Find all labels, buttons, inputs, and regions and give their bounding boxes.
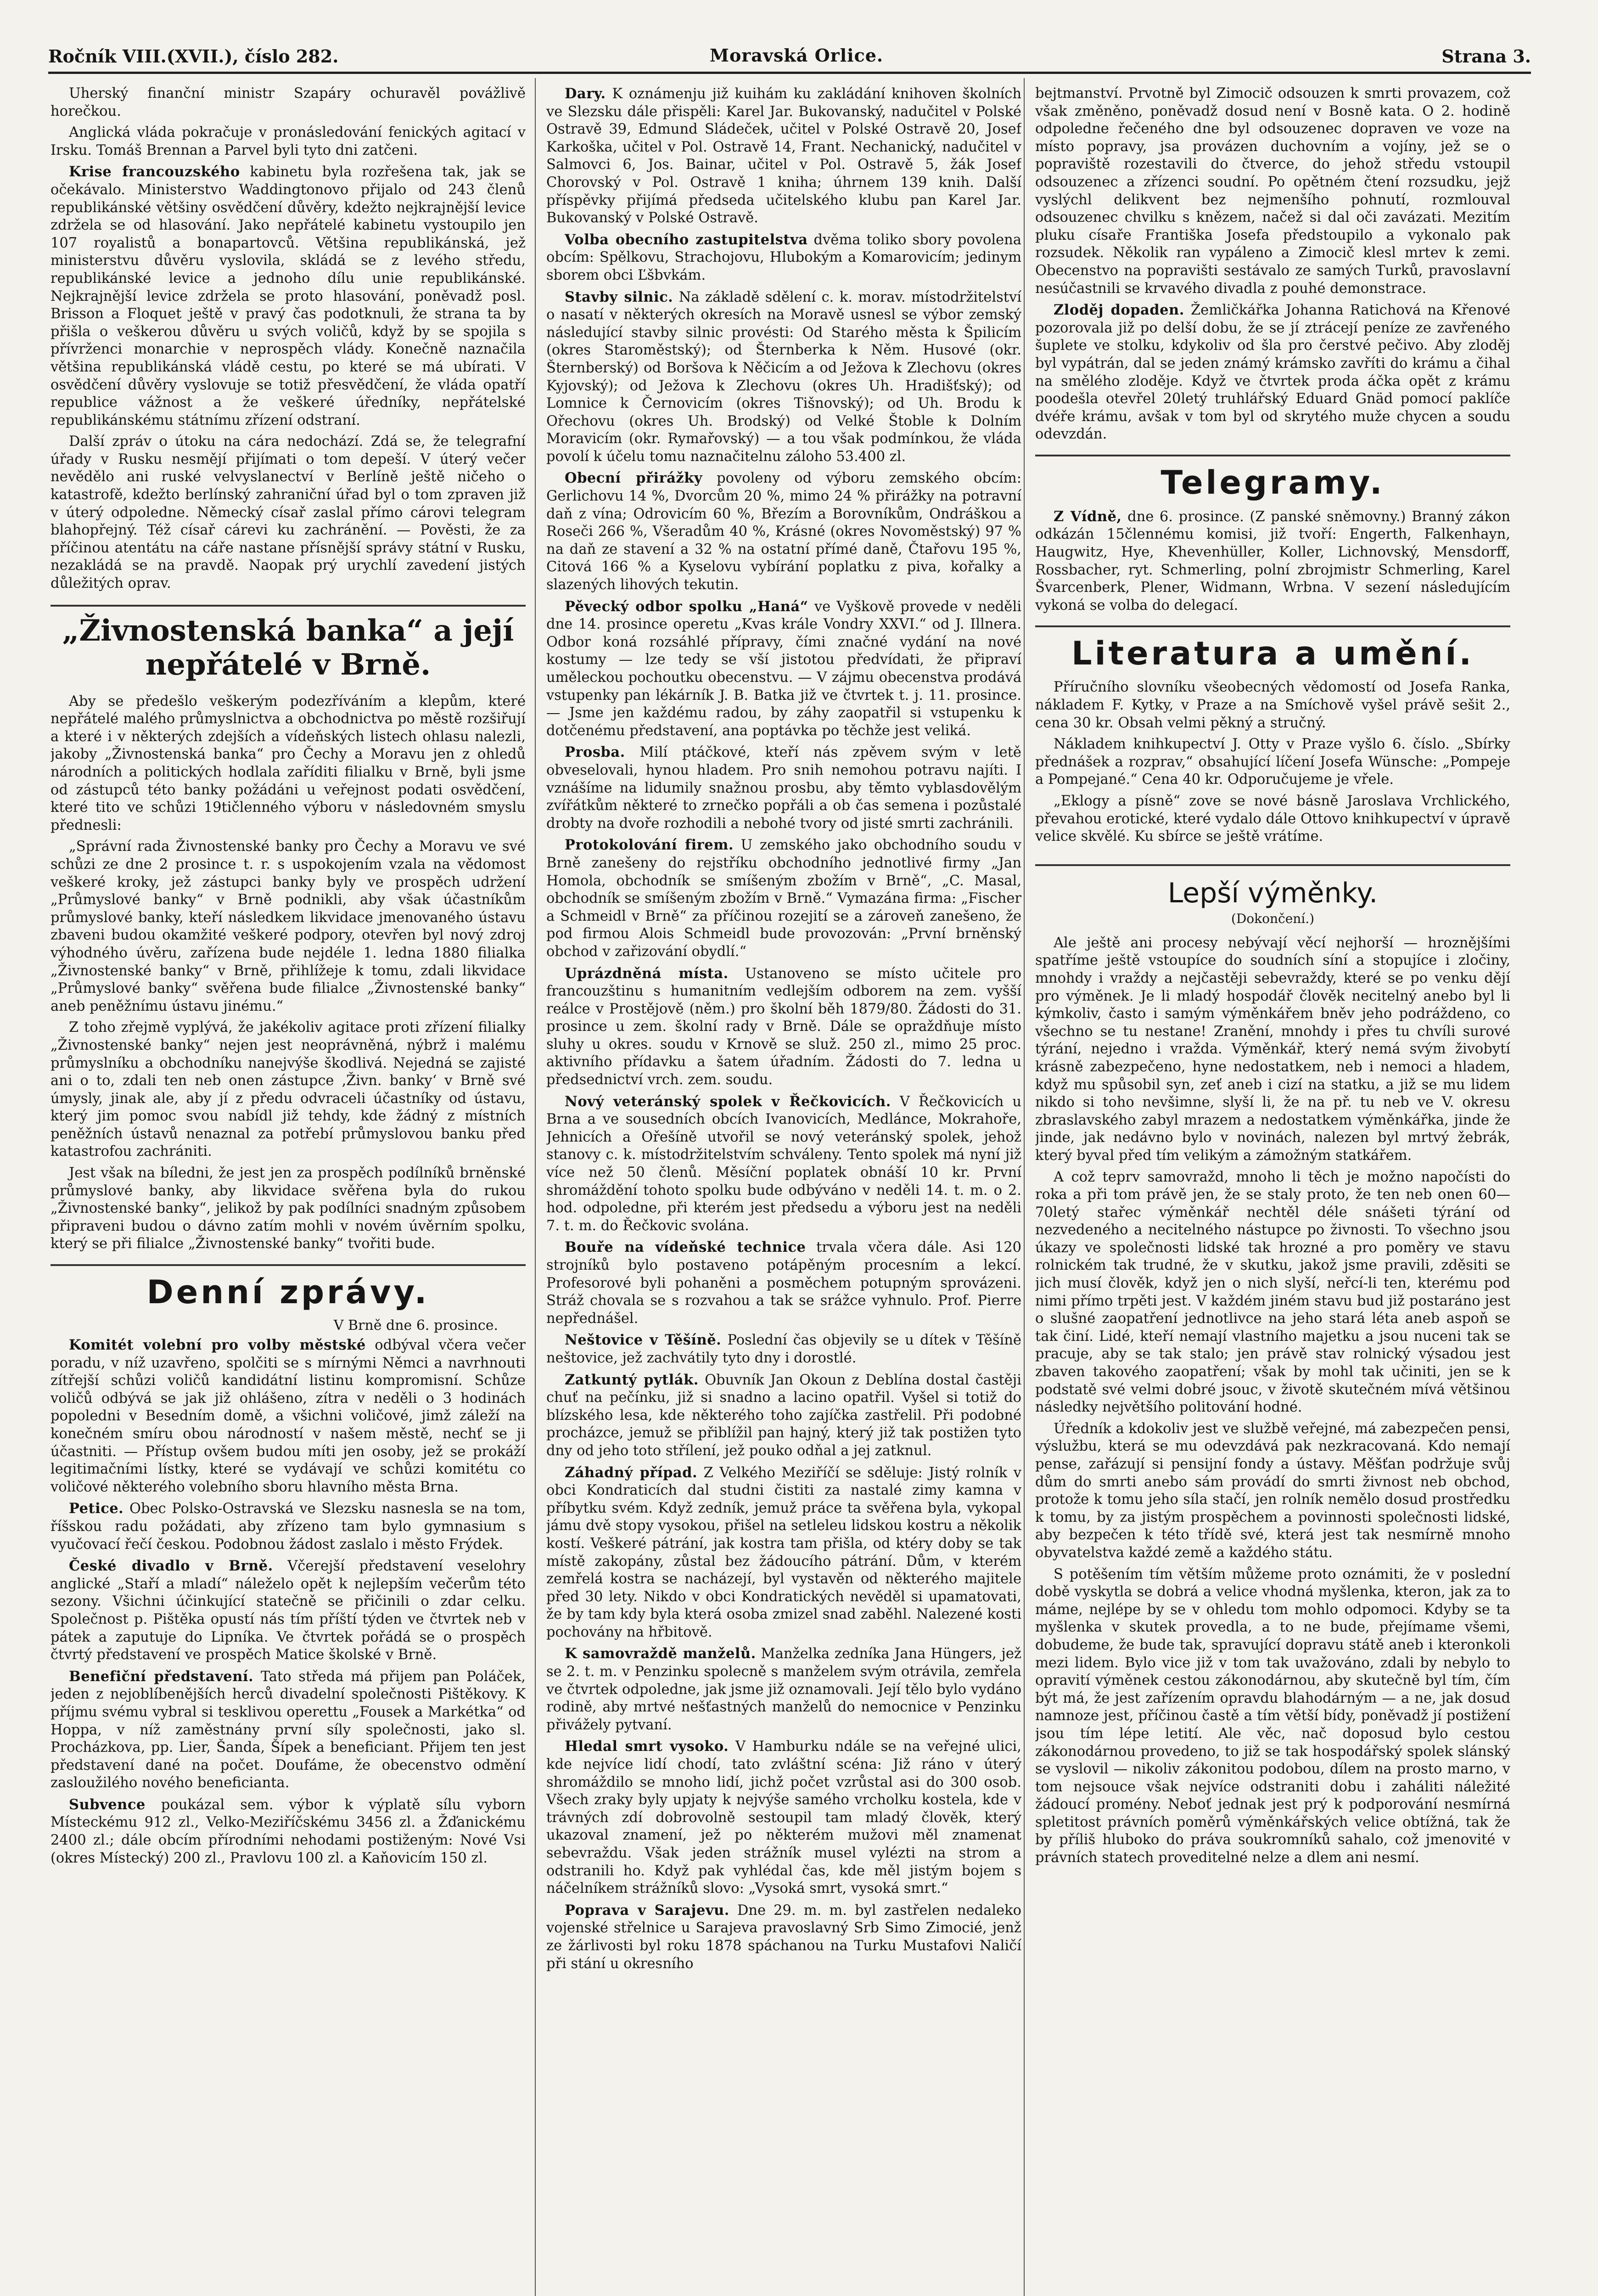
- news-subheading: Dary.: [565, 85, 606, 102]
- news-subheading: Volba obecního zastupitelstva: [565, 231, 808, 248]
- literature-item: Příručního slovníku všeobecných vědomostí od Josefa Ranka, nákladem F. Kytky, v Praze a na Smíchově vyšel právě sešit 2., cena 30 kr. Obsah velmi pěkný a stručný.: [1035, 679, 1510, 731]
- telegram-item: [1035, 508, 1510, 615]
- news-text: ve Vyškově provede v neděli dne 14. prosince operetu „Kvas krále Vondry XXVI.“ od J. Illnera. Odbor koná rozsáhlé přípravy, čími značné vydání na nové kostumy — lze tedy se vší jistotou předvídati, že připraví uměleckou pochoutku obecenstvu. — V zájmu obecenstva prodává vstupenky pan lékárník J. B. Batka již ve čtvrtek t. j. 11. prosince. — Jsme jen každému radou, by záhy zaopatřil si vstupenku k dotčenému představení, ana poptávka po těchže jest veliká.: [546, 598, 1021, 739]
- page-header: [48, 42, 1531, 74]
- news-subheading: Obecní přirážky: [565, 470, 703, 487]
- continuation-note: (Dokončení.): [1231, 911, 1315, 926]
- telegram-place: Z Vídně,: [1054, 508, 1122, 525]
- article-paragraph: Aby se předešlo veškerým podezříváním a klepům, které nepřátelé malého průmyslnictva a obchodnictva po městě rozšiřují a které i v některých zdejších a vídeňských listech ohlasu nalezli, jakoby „Živnostenská banka“ pro Čechy a Moravu jen z ohledů národních a politických hodlala zaříditi filialku v Brně, byli jsme od zástupců této banky požádáni u veřejnost podati osvědčení, které tito ve schůzi 19tičlenného výboru v následovném smyslu přednesli:: [50, 693, 526, 833]
- news-item: [50, 1336, 526, 1496]
- news-subheading: Bouře na vídeňské technice: [565, 1239, 806, 1256]
- news-item: [546, 965, 1021, 1089]
- dateline: V Brně dne 6. prosince.: [333, 1317, 498, 1334]
- news-subheading: Subvence: [69, 1796, 146, 1813]
- article-paragraph: Z toho zřejmě vyplývá, že jakékoliv agitace proti zřízení filialky „Živnostenské banky“ nejen jest neoprávněná, nýbrž i malému průmyslníku a obchodníku nanejvýše škodlivá. Nejedná se zajisté ani o to, zdali ten neb onen zástupce ‚Živn. banky‘ v Brně své úmysly, jinak ale, aby jí z předu odvraceli účastníky od ústavu, který jim pomoc svou nabídl již tehdy, kde žádný z místních peněžních ústavů nenaznal za potřebí průmyslovou banku před katastrofou zachrániti.: [50, 1019, 526, 1160]
- news-item: [546, 1738, 1021, 1897]
- article-paragraph: S potěšením tím větším můžeme proto oznámiti, že v poslední době vyskytla se dobrá a velice vhodná myšlenka, kteron, jak za to máme, nejlépe by se v ohledu tom mohlo odpomoci. Kdyby se ta myšlenka v skutek provedla, a to ne bude, přejímame všemi, dobudeme, že bude tak, spravující dopravu státě aneb i kteronkoli mezi lidem. Bylo vice již v tom tak uvažováno, zdali by nebylo to opravití výměnek cestou zákonodárnou, aby skutečně byl tím, čím být má, že jest zařízením opravdu blahodárným — a ne, jak dosud namnoze jest, příčinou častě a tím větší bídy, poněvadž jí postižení jsou tím lépe letití. Ale věc, nač doposud bylo cestou zákonodárnou provedeno, to již se tak hospodářský spolek slánský se vyslovil — nikoliv zákonitou podobou, dílem na prosto marno, v tom nejsouce však nejvíce odstraniti dobu i zaháliti náležité žádoucí promény. Neboť jednak jest prý k podporování nesmírná spletitost právních poměrů výměnkářských velice obtížná, tak že by příliš hluboko do práva soukromníků sahalo, což jmenovité v právních statech proveditelné nelze a dlem ani nesmí.: [1035, 1566, 1510, 1866]
- news-text: Manželka zedníka Jana Hüngers, jež se 2. t. m. v Penzinku spolecně s manželem svým otrávila, zemřela ve čtvrtek odpoledne, jak jsme již oznamovali. Její tělo bylo vydáno rodině, aby mrtvé nešťastných manželů do nemocnice v Penzinku přivážely pytvaní.: [546, 1646, 1021, 1733]
- article-paragraph: „Správní rada Živnostenské banky pro Čechy a Moravu ve své schůzi ze dne 2 prosince t. r. s uspokojením vzala na vědomost veškeré kroky, jež zástupci banky byly ve prospěch udržení „Průmyslové banky“ v Brně podnikli, aby však účastníkům průmyslové banky, kteří následkem likvidace jmenovaného ústavu zbaveni budou okamžité veškeré podpory, otevřen byl nový zdroj výhodného úvěru, zařízena bude nejdéle 1. ledna 1880 filialka „Živnostenské banky“ v Brně, přihlížeje k tomu, zdali likvidace „Průmyslové banky“ svěřena bude filialce „Živnostenské banky“ aneb peněžnímu ústavu jinému.“: [50, 838, 526, 1014]
- news-subheading: Benefiční představení.: [69, 1668, 254, 1685]
- newspaper-title: Moravská Orlice.: [709, 45, 884, 66]
- news-item: [546, 1238, 1021, 1328]
- news-item: [546, 743, 1021, 833]
- section-headline: Telegramy.: [1035, 455, 1510, 501]
- news-text: dvěma toliko sbory povolena obcím: Spělkovu, Strachojovu, Hlubokým a Komarovicím; jedinym sborem obci Ľšbvkám.: [546, 231, 1021, 283]
- news-text: Poslední čas objevily se u dítek v Těšíně neštovice, jež zachvátily tyto dny i dorostlé.: [546, 1332, 1021, 1366]
- news-item: [546, 469, 1021, 594]
- news-item: [546, 1093, 1021, 1235]
- news-subheading: Pěvecký odbor spolku „Haná“: [565, 598, 808, 615]
- news-text: Ustanoveno se místo učitele pro francouzštinu s humanitním vedlejším odborem na zem. vyšší reálce v Prostějově (něm.) pro školní běh 1879/80. Žádosti do 31. prosince u zem. školní rady v Brně. Dále se opraždňuje místo sluhy u okres. soudu v Krnově se služ. 250 zl., mimo 25 proc. aktivního přídavku a šatem úřadním. Žádosti do 7. ledna u předsednictví vrch. zem. soudu.: [546, 965, 1021, 1088]
- news-item: [546, 231, 1021, 285]
- news-text: poukázal sem. výbor k výplatě sílu vyborn Místeckému 912 zl., Velko-Meziříčskému 3456 zl. a Žďanickému 2400 zl.; dále obcím přírodními nehodami postiženým: Nové Vsi (okres Místecký) 200 zl., Pravlovu 100 zl. a Kaňovicím 150 zl.: [50, 1796, 526, 1866]
- article-paragraph: bejtmanství. Prvotně byl Zimocič odsouzen k smrti provazem, což však změněno, poněvadž dosud není v Bosně kata. O 2. hodině odpoledne řečeného dne byl odsouzenec dopraven ve voze na místo popravy, jsa provázen duchovním a vojíny, jež se o popraviště rozestavili do čtverce, do jehož středu vstoupil odsouzenec a zřízenci soudní. Po opětném čtení rozsudku, jejž vyslýchl delikvent bez nejmenšího pohnutí, rozmlouval odsouzenec chvilku s knězem, načež si dal oči zavázati. Mezitím pluku císaře Františka Josefa předstoupilo a vykonalo pak rozsudek. Několik ran vypáleno a Zimocič klesl mrtev k zemi. Obecenstvo na popravišti sestávalo ze samých Turků, pravoslavní nesúčastnili se krvavého divadla z pouhé demonstrace.: [1035, 85, 1510, 297]
- article-subheading: Krise francouzského: [69, 163, 240, 180]
- news-subheading: Nový veteránský spolek v Řečkovicích.: [565, 1093, 891, 1110]
- literature-item: „Eklogy a písně“ zove se nové básně Jaroslava Vrchlického, převahou erotické, které vydalo dále Ottovo knihkupectví v úpravě velice skvělé. Ku sbírce se ještě vrátíme.: [1035, 793, 1510, 845]
- news-subheading: Neštovice v Těšíně.: [565, 1332, 722, 1349]
- news-item: [1035, 301, 1510, 444]
- volume-issue: Ročník VIII.(XVII.), číslo 282.: [48, 46, 339, 67]
- feuilleton-headline: Lepší výměnky.: [1035, 864, 1510, 909]
- section-headline: Literatura a umění.: [1035, 625, 1510, 672]
- column-3: [1035, 85, 1510, 2296]
- news-subheading: Protokolování firem.: [565, 837, 734, 854]
- news-subheading: Zloděj dopaden.: [1054, 302, 1184, 319]
- news-subheading: Hledal smrt vysoko.: [565, 1738, 729, 1755]
- news-text: Žemličkářka Johanna Ratichová na Křenové pozorovala již po delší dobu, že se jí ztrácejí peníze ze zavřeného šuplete ve stolku, kdykoliv od šla pro čerstvé pečivo. Aby zloděj byl vypátrán, dal se jeden známý krámsko zavříti do krámu a čihal na smělého zloděje. Když ve čtvrtek proda áčka opět z krámu poodešla otevřel 20letý truhlářský Eduard Gnäd pomocí paklíče dvéře krámu, avšak v tom byl od skrytého muže chycen a soudu odevzdán.: [1035, 302, 1510, 443]
- news-item: [546, 288, 1021, 466]
- news-subheading: Prosba.: [565, 744, 625, 761]
- news-item: [546, 1645, 1021, 1734]
- news-text: U zemského jako obchodního soudu v Brně zanešeny do rejstříku obchodního jednotlivé firmy „Jan Homola, obchodník se smíšeným zbožím v Brně“, „C. Masal, obchodník se smíšeným zbožím v Brně.“ Vymazána firma: „Fischer a Schmeidl v Brně“ za příčinou rozejití se a zároveň zanešeno, že pod firmou Alois Schmeidl bude provozován: „První brněnský obchod v zařizování obydlí.“: [546, 837, 1021, 960]
- news-item: [50, 1500, 526, 1553]
- article-paragraph: Uherský finanční ministr Szapáry ochuravěl povážlivě horečkou.: [50, 85, 526, 119]
- literature-item: Nákladem knihkupectví J. Otty v Praze vyšlo 6. číslo. „Sbírky přednášek a rozprav,“ obsahující líčení Josefa Wünsche: „Pompeje a Pompejané.“ Cena 40 kr. Odporučujeme je vřele.: [1035, 736, 1510, 788]
- news-item: [546, 1371, 1021, 1460]
- news-item: [546, 836, 1021, 961]
- telegram-text: dne 6. prosince. (Z panské sněmovny.) Branný zákon odkázán 15člennému komisi, již tvoří: Engerth, Falkenhayn, Haugwitz, Hye, Khevenhüller, Koller, Lichnovský, Mensdorff, Rossbacher, ryt. Schmerling, polní zbrojmistr Schmerling, Karel Švarcenberk, Plener, Widmann, Wrbna. V sezení následujícím vykoná se volba do delegací.: [1035, 508, 1510, 613]
- news-item: [50, 1668, 526, 1792]
- news-item: [546, 85, 1021, 227]
- article-paragraph: Další zpráv o útoku na cára nedochází. Zdá se, že telegrafní úřady v Rusku nesmějí přijímati o tom depeší. V úterý večer nevědělo ani ruské velvyslanectví v Berlíně ještě ničeho o katastrofě, kdežto berlínský zahraniční úřad byl o tom zpraven již v úterý odpoledne. Německý císař zaslal přímo cárovi telegram blahopřejný. Též císař cárevi ku zachránění. — Pověsti, že za příčinou atentátu na cáře nastane přísnější správy státní v Rusku, nezakládá se na pravdě. Naopak prý urychlí zavedení jistých důležitých oprav.: [50, 433, 526, 592]
- article-paragraph: A což teprv samovražd, mnoho li těch je možno napočísti do roka a při tom právě jen, že se staly proto, že ten neb onen 60—70letý stařec výměnkář nechtěl déle snášeti týrání od nezvedeného a necitelného nástupce po živnosti. To všechno jsou úkazy ve společnosti lidské tak hrozné a pro poměry ve stavu rolnickém tak trudné, že v skutku, jakož jsme pravili, zděsiti se jich musí člověk, když jen o nich slyší, neřcí-li ten, kterému pod nimi přímo trpěti jest. V každém jiném stavu bud již postaráno jest o slušné zaopatření jednotlivce na jeho stará léta aneb aspoň se tak činí. Lidé, kteří nemají vlastního majetku a jsou nuceni tak se pracuje, aby se tak stalo; jen právě stav rolnický výsadou jest zbaven takového zaopatření; však by mohl tak učiniti, jen se k podstatě své velmi dobré jsouc, v životě skutečném mívá většinou následky největšího politování hodné.: [1035, 1169, 1510, 1416]
- article-paragraph: Jest však na bíledni, že jest jen za prospěch podílníků brněnské průmyslové banky, aby likvidace svěřena byla do rukou „Živnostenské banky“, jelikož by pak podílníci snadným způsobem připraveni budou o dávno zatím mohli v novém úvěrním spolku, který se při filialce „Živnostenské banky“ tvořiti bude.: [50, 1165, 526, 1252]
- article-text: kabinetu byla rozřešena tak, jak se očekávalo. Ministerstvo Waddingtonovo přijalo od 243 členů republikánské většiny osvědčení důvěry, kdežto nejkrajnější levice zdržela se od hlasování. Jako nepřátelé kabinetu vystoupilo jen 107 royalistů a bonapartovců. Většina republikánská, jež ministerstvu důvěru vyslovila, skládá se z levého středu, republikánské levice a jednoho dílu unie republikánské. Nejkrajnější levice zdržela se proto hlasování, poněvadž posl. Brisson a Floquet ještě v pravý čas podotknuli, že strana ta by přišla o veškerou důvěru u svých voličů, když by se spojila s přívrženci monarchie v neprospěch vlády. Konečně naznačila většina republikánská vládě cestu, po které se má ubírati. V osvědčení důvěry vyslovuje se totiž přesvědčení, že vláda opatří republice vážnost a že veškeré úředníky, nepřátelské republikánskému státnímu zřízení odstraní.: [50, 164, 526, 428]
- news-subheading: Zatkuntý pytlák.: [565, 1371, 699, 1388]
- article-headline: „Živnostenská banka“ a její nepřátelé v Brně.: [50, 605, 526, 682]
- news-subheading: Stavby silnic.: [565, 288, 673, 305]
- news-text: trvala včera dále. Asi 120 strojníků bylo postaveno potápěným procesním a lekcí. Profesorové byli pohaněni a posměchem potupným sprovázeni. Stráž chovala se s rozvahou a tak se srážce vyhnulo. Prof. Pierre nepřednášel.: [546, 1239, 1021, 1327]
- column-rule: [1024, 78, 1025, 2296]
- news-item: [546, 598, 1021, 740]
- article-paragraph: Ale ještě ani procesy nebývají věcí nejhorší — hroznějšími spatříme ještě vstoupíce do soudních síní a stopujíce i zločiny, mnohdy i vraždy a nejčastěji sebevraždy, které se po venku dějí pro výměnek. Je li mladý hospodář člověk necitelný anebo byl li kýmkoliv, často i samým výměnkářem bněv jeho podráždeno, co všechno se tu nestane! Zranění, mnohdy i přes tu chvíli surové týrání, nejedno i vražda. Výměnkář, který nemá svým živobytí krásně zabezpečeno, hyne nedostatkem, neb i nemoci a hladem, když mu spůsobil syn, zeť aneb i cizí na statku, a již se mu lidem nikdo si toho nevšimne, slyší li, že na př. tu neb ve V. okresu zbraslavského zabyl mrazem a nedostatkem výměnkářka, jinde že jinde, jak nedávno bylo v novinách, nalezen byl mrtvý žebrák, který byval před tím velikým a zámožným statkářem.: [1035, 934, 1510, 1164]
- news-item: [50, 1557, 526, 1664]
- article-paragraph: Úředník a kdokoliv jest ve službě veřejné, má zabezpečen pensi, výslužbu, která se mu odevzdává pak nezkracovaná. Kdo nemají pense, zařázují si pensijní fondy a ústavy. Měšťan podržuje svůj dům do smrti anebo sám provádí do smrti živnost neb obchod, protože k tomu jeho síla stačí, jen rolník nemělo dosud prostředku k tomu, by za jistým prospěchem a povinnosti společnosti lidské, aby bezpečen k této třídě své, která jest tak nesmírně mnoho obyvatelstva každé země a každého státu.: [1035, 1420, 1510, 1561]
- news-item: [546, 1902, 1021, 1973]
- page-number: Strana 3.: [1441, 46, 1531, 67]
- column-2: [546, 85, 1021, 2296]
- news-text: povoleny od výboru zemského obcím: Gerlichovu 14 %, Dvorcům 20 %, mimo 24 % přirážky na potravní daň z vína; Odrovicím 60 %, Březím a Borovníkům, Ondráškou a Roseči 266 %, Všeradům 40 %, Krásné (okres Novoměstský) 97 % na daň ze stavení a 32 % na ostatní přímé daně, Čtařovu 195 %, Citová 166 % a Kyselovu vybírání poplatku z piva, kořalky a slazených lihových tekutin.: [546, 470, 1021, 593]
- news-text: Na základě sdělení c. k. morav. místodržitelství o nasatí v některých okresích na Moravě usnesl se výbor zemský následující stavby silnic provésti: Od Starého města k Špilicím (okres Staroměstský); od Šternberka k Něm. Husové (okr. Šternberský) od Boršova k Něčicím a od Ježova k Zlechovu (okres Kyjovský); od Ježova k Zlechovu (okres Uh. Hradišťský); od Lomnice k Černovicím (okres Tišnovský); od Uh. Brodu k Ořechovu (okres Uh. Brodský) od Velké Štoble k Dolním Moravicím (okr. Rymařovský) — a tou však podmínkou, že vláda povolí k účelu tomu naznačitelnu záloho 53.400 zl.: [546, 289, 1021, 465]
- news-subheading: Poprava v Sarajevu.: [565, 1902, 729, 1919]
- news-text: K oznámenju již kuihám ku zakládání knihoven školních ve Slezsku dále přispěli: Karel Jar. Bukovanský, nadučitel v Polské Ostravě 39, Edmund Sládeček, učitel v Polské Ostravě 20, Josef Karkoška, učitel v Pol. Ostravě 14, Frant. Nechanický, nadučitel v Salmovci 6, Jos. Bainar, učitel v Pol. Ostravě 5, žák Josef Chorovský v Pol. Ostravě 1 kniha; úhrnem 139 knih. Další příspěvky přijímá předseda učitelského klubu pan Karel Jar. Bukovanský v Polské Ostravě.: [546, 86, 1021, 226]
- news-text: Včerejší představení veselohry anglické „Staří a mladí“ náleželo opět k nejlepším večerům této sezony. Všichni účinkující statečně se přičinili o zdar celku. Společnost p. Pištěka opustí nás tím příští týden ve čtvrtek neb v pátek a zaputuje do Lipníka. Ve čtvrtek pořádá se o prospěch čtvrtý představení ve prospěch Matice školské v Brně.: [50, 1558, 526, 1663]
- news-text: odbýval včera večer poradu, v níž uzavřeno, spolčiti se s mírnými Němci a navrhnouti zítřejší schůzi voličů kandidátní listinu kompromisní. Schůze voličů odbývá se jak již ohlášeno, zítra v neděli o 3 hodinách popoledni v Besedním domě, a všichni voličové, jimž záleží na konečném smíru obou národností v našem městě, nechť se ji účastniti. — Přístup ovšem budou míti jen osoby, jež se prokáží legitimačními lístky, které se vydávají ve schůzi komitétu co voličové některého volebního sboru hlavního města Brna.: [50, 1337, 526, 1495]
- article-paragraph: [50, 163, 526, 429]
- news-text: Obec Polsko-Ostravská ve Slezsku nasnesla se na tom, říšskou radu požádati, aby zřízeno tam bylo gymnasium s vyučovací řečí českou. Podobnou žádost zaslalo i město Frýdek.: [50, 1501, 526, 1553]
- column-1: [50, 85, 526, 2296]
- news-text: Tato středa má přijem pan Poláček, jeden z nejoblíbenějších herců divadelní společnosti Pištěkovy. K příjmu svému vybral si tesklivou operettu „Fousek a Markétka“ od Hoppa, v níž zaměstnány první síly společnosti, jako sl. Procházkova, pp. Lier, Šanda, Šípek a beneficiant. Přijem ten jest představení dané na počet. Doufáme, že obecenstvo odmění zasloužilého nového beneficianta.: [50, 1668, 526, 1791]
- news-item: [50, 1796, 526, 1867]
- news-subheading: Petice.: [69, 1500, 124, 1517]
- news-text: Z Velkého Meziříčí se sděluje: Jistý rolník v obci Kondraticích dal studni čistiti za nastalé zimy kamna v příbytku svém. Když zedník, jemuž práce ta svěřena byla, vykopal jámu dvě stopy vysokou, přišel na setleleu lidskou kostru a několik kostí. Veškeré pátrání, jak kostra tam přišla, od ktéry doby se tak místě zakopány, zůstal bez žádoucího pátrání. Dům, v kterém zemřelá kostra se nacházejí, byl vystavěn od některého majitele před 30 lety. Nikdo v obci Kondratických nevěděl si upamatovati, že by tam kdy byla která osoba zmizel snad zaběhl. Nalezené kosti pochovány na hřbitově.: [546, 1464, 1021, 1640]
- news-text: V Hamburku ndále se na veřejné ulici, kde nejvíce lidí chodí, tato zvláštní scéna: Již ráno v úterý shromáždilo se mnoho lidí, jichž počet vzrůstal asi do 300 osob. Všech zraky byly upjaty k nejvýše samého vrcholku kostela, kde v trávných zdí dobrovolně sestoupil tam mladý člověk, který ukazoval znamení, jež po některém mužovi měl znamenat sebevraždu. Však jeden strážník musel vylézti na strom a odstranili ho. Když pak vyhlédal čas, kde měl jistým bojem s náčelníkem strážníků slovo: „Vysoká smrt, vysoká smrt.“: [546, 1739, 1021, 1897]
- news-text: Dne 29. m. m. byl zastřelen nedaleko vojenské střelnice u Sarajeva pravoslavný Srb Simo Zimocié, jenž ze žárlivosti byl roku 1878 spáchanou na Turku Mustafovi Naličí při stání u okresního: [546, 1902, 1021, 1972]
- news-subheading: Uprázdněná místa.: [565, 965, 729, 982]
- news-subheading: K samovraždě manželů.: [565, 1645, 756, 1662]
- news-text: Obuvník Jan Okoun z Deblína dostal častěji chuť na pečínku, již si snadno a lacino opatřil. Vyšel si totiž do blízského lesa, kde některého toho zajíčka zastřelil. Při podobné procházce, jemuž se přiblížil pan hajný, který již tak postižen tyto dny od jeho toto střílení, jež pouko odňal a jej zatknul.: [546, 1372, 1021, 1459]
- news-subheading: Záhadný případ.: [565, 1464, 698, 1481]
- news-subheading: České divadlo v Brně.: [69, 1558, 273, 1575]
- news-text: V Řečkovicích u Brna a ve sousedních obcích Ivanovicích, Medlánce, Mokrahoře, Jehnicích a Ořešíně utvořil se nový veteránský spolek, jehož stanovy c. k. místodržitelstvím schváleny. Tento spolek má nyní již více než 50 členů. Měsíční poplatek obnáší 10 kr. První shromáždění tohoto spolku bude odbýváno v neděli 14. t. m. o 2. hod. odpoledne, při kterém jest předsedu a výboru jest na neděli 7. t. m. do Řečkovic svolána.: [546, 1093, 1021, 1234]
- column-rule: [535, 78, 536, 2296]
- section-headline: Denní zprávy.: [50, 1264, 526, 1311]
- news-item: [546, 1331, 1021, 1367]
- news-text: Milí ptáčkové, kteří nás zpěvem svým v letě obveselovali, hynou hladem. Pro snih nemohou potravu najíti. I vznášíme na lidumily snažnou prosbu, aby těmto vyblasdovělým zvířátkům některé to zrnečko popřáli a ob čas semena i pozůstalé drobty na dvoře rozhodili a nebohé tvory od jisté smrti zachránili.: [546, 744, 1021, 832]
- article-paragraph: Anglická vláda pokračuje v pronásledování fenických agitací v Irsku. Tomáš Brennan a Parvel byli tyto dni zatčeni.: [50, 124, 526, 158]
- news-item: [546, 1464, 1021, 1642]
- news-subheading: Komitét volební pro volby městské: [69, 1337, 366, 1354]
